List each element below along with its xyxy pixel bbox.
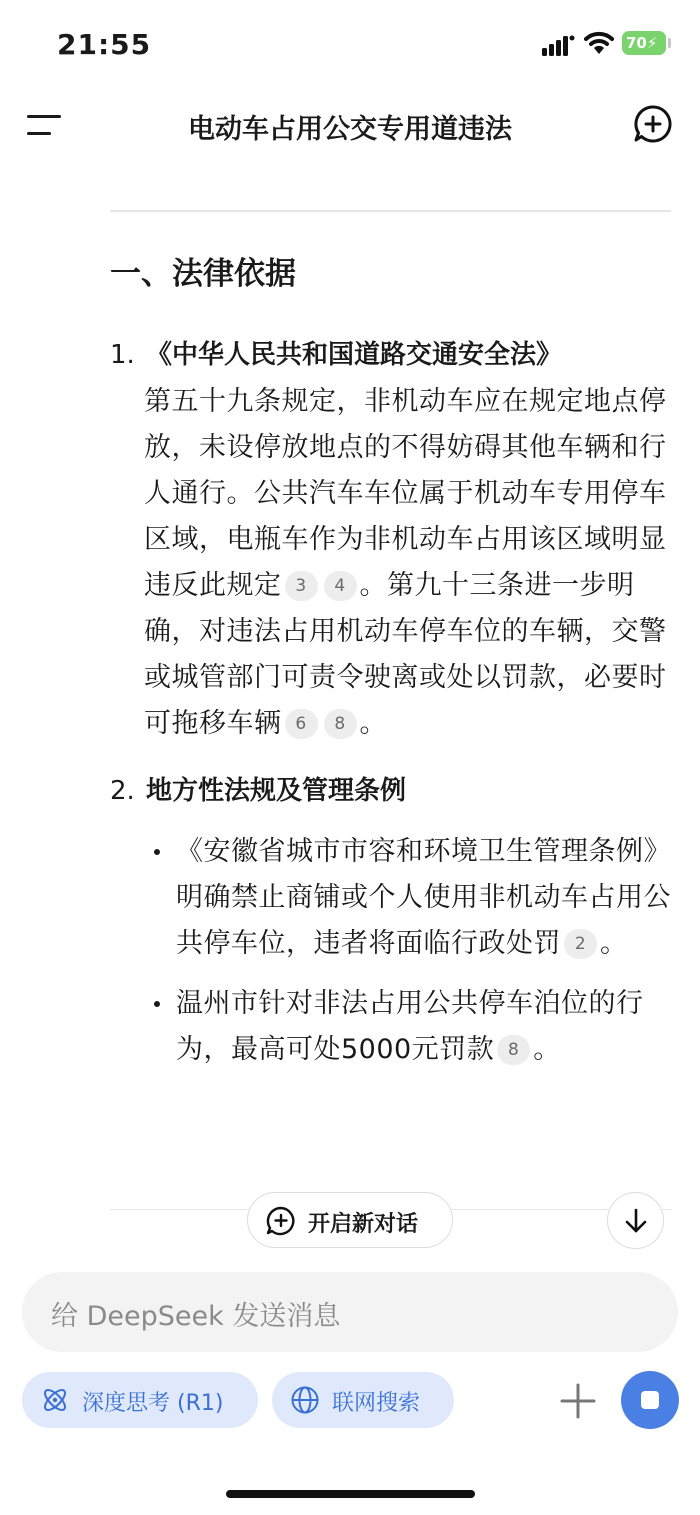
citation-badge[interactable]: 2 [564,929,597,959]
list-item-body [110,379,680,747]
charging-bolt-icon: ⚡ [646,34,658,52]
new-chat-label: 开启新对话 [308,1212,419,1237]
list-item-title: 《中华人民共和国道路交通安全法》 [146,340,563,370]
arrow-down-icon [622,1207,650,1235]
list-item-title: 地方性法规及管理条例 [146,776,407,806]
attach-plus-icon[interactable] [559,1382,597,1420]
punctuation: 。 [533,1034,561,1065]
list-item [110,767,680,1073]
bullet-item [154,829,680,967]
list-number: 2. [110,776,135,806]
punctuation: 。 [359,708,387,739]
new-chat-button[interactable] [247,1192,453,1248]
new-chat-icon[interactable] [633,104,673,144]
message-input[interactable] [22,1272,678,1352]
web-search-label: 联网搜索 [332,1391,421,1416]
new-chat-icon [266,1206,296,1236]
bullet-text: 《安徽省城市市容和环境卫生管理条例》明确禁止商铺或个人使用非机动车占用公共停车位，违者将面临行政处罚 [176,836,671,959]
home-indicator [226,1490,475,1498]
page-title: 电动车占用公交专用道违法 [188,114,512,145]
status-bar [0,0,700,90]
globe-icon [290,1385,320,1415]
battery-level: 70 [626,34,647,52]
battery-indicator [622,31,666,55]
stop-icon [641,1391,659,1409]
message-input-placeholder: 给 DeepSeek 发送消息 [51,1301,341,1332]
bullet-list [110,829,680,1073]
top-bar [0,90,700,160]
wifi-icon [584,30,614,56]
assistant-message [110,250,680,1087]
punctuation: 。 [359,570,387,601]
deep-think-toggle[interactable] [22,1372,258,1428]
status-time: 21:55 [57,28,152,61]
bullet-dot [154,1001,160,1007]
stop-generating-button[interactable] [621,1371,679,1429]
battery-tip [668,38,671,48]
punctuation: 。 [600,928,628,959]
bullet-dot [154,849,160,855]
divider [110,210,671,212]
citation-badge[interactable]: 3 [285,571,318,601]
list-number: 1. [110,340,135,370]
citation-badge[interactable]: 6 [285,709,318,739]
scroll-to-bottom-button[interactable] [607,1192,664,1249]
deep-think-label: 深度思考 (R1) [82,1391,224,1416]
atom-icon [40,1385,70,1415]
citation-badge[interactable]: 4 [324,571,357,601]
section-heading: 一、法律依据 [110,256,296,292]
bullet-item [154,981,680,1073]
paragraph-text: 第五十九条规定，非机动车应在规定地点停放，未设停放地点的不得妨碍其他车辆和行人通行。公共汽车车位属于机动车专用停车区域，电瓶车作为非机动车占用该区域明显违反此规定 [144,386,667,601]
paragraph-text: 第九十三条进一步明确，对违法占用机动车停车位的车辆，交警或城管部门可责令驶离或处以罚款，必要时可拖移车辆 [144,570,667,739]
cellular-signal-icon [542,34,576,56]
web-search-toggle[interactable] [272,1372,454,1428]
citation-badge[interactable]: 8 [497,1035,530,1065]
bullet-text: 温州市针对非法占用公共停车泊位的行为，最高可处5000元罚款 [176,988,644,1065]
citation-badge[interactable]: 8 [324,709,357,739]
list-item [110,331,680,747]
